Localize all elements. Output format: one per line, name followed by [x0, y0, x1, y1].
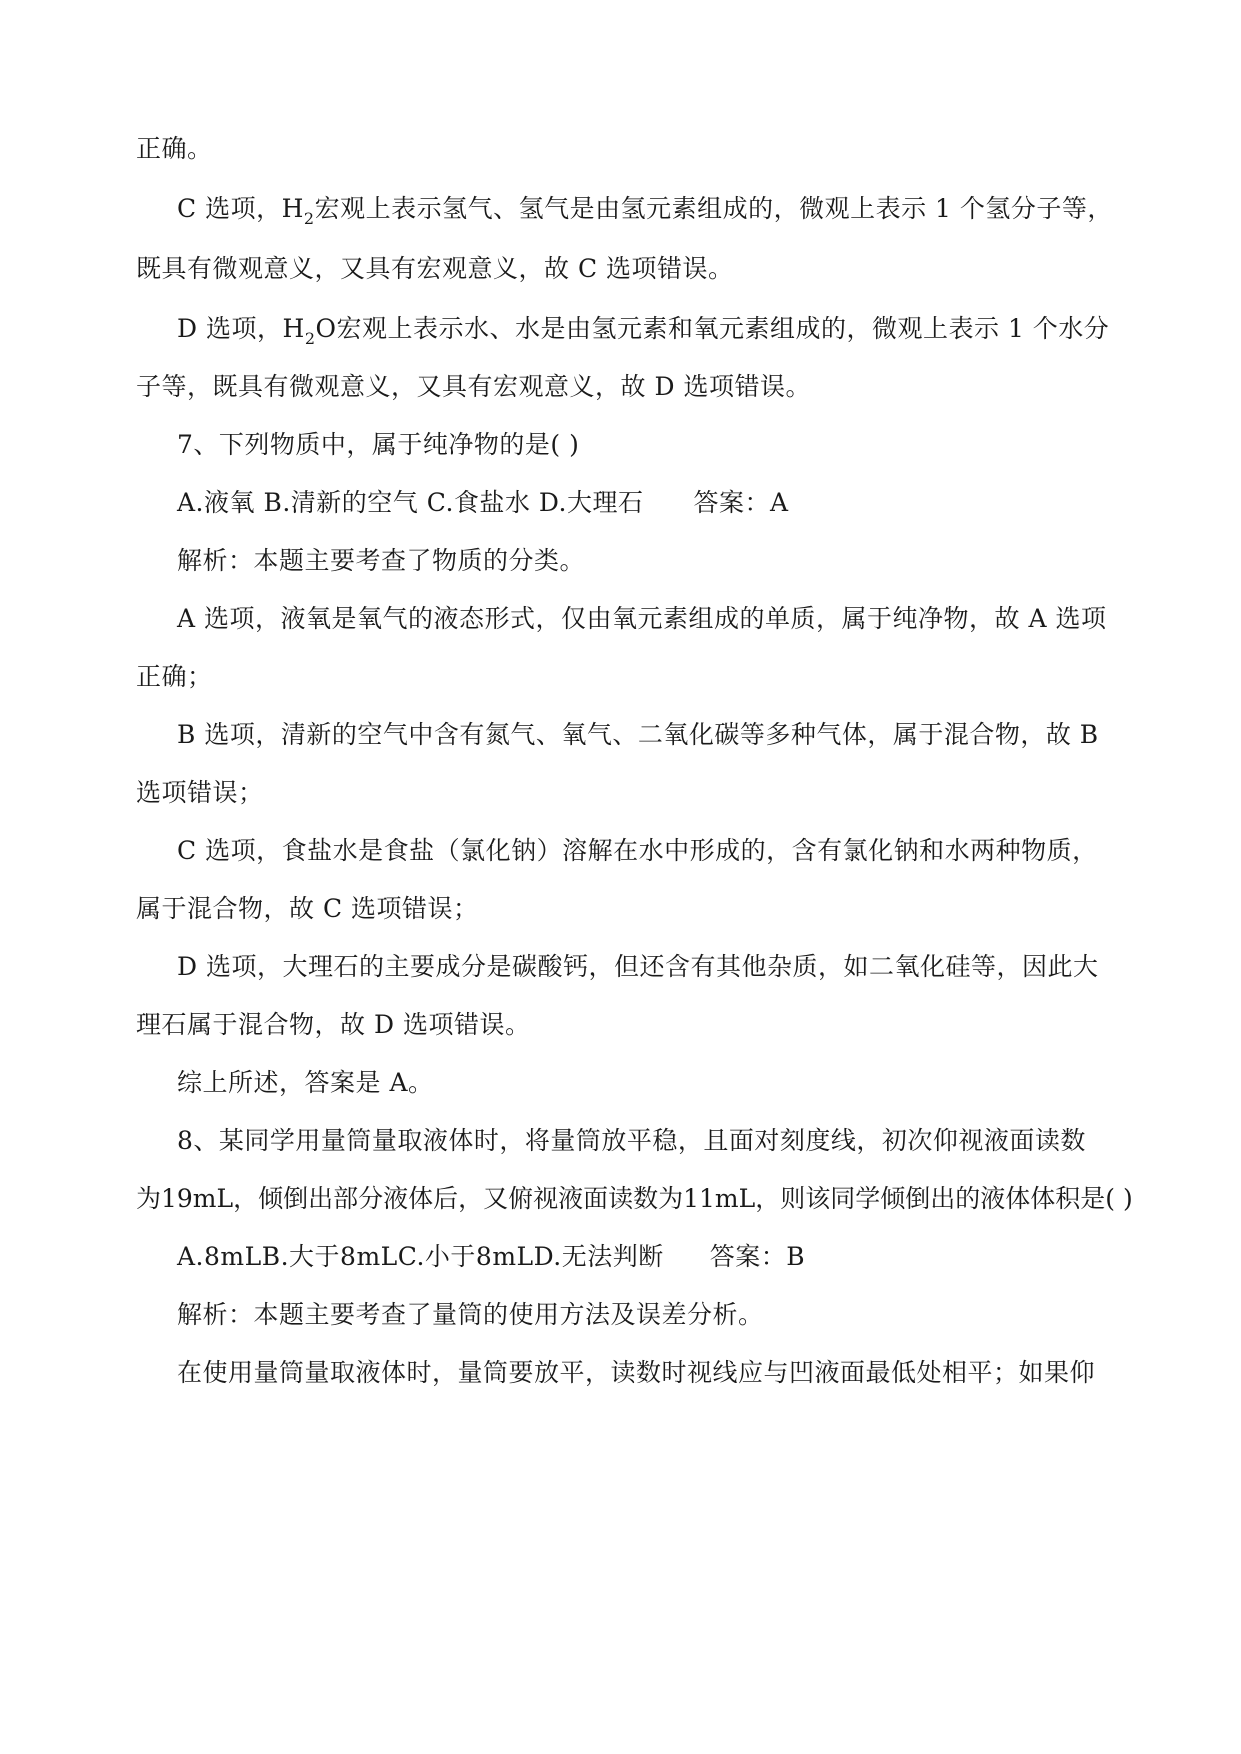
paragraph-line: 正确。 — [136, 134, 213, 163]
answer-label: 答案：B — [709, 1242, 806, 1271]
paragraph-line: 属于混合物，故 C 选项错误； — [136, 894, 479, 923]
paragraph-line: 理石属于混合物，故 D 选项错误。 — [136, 1010, 531, 1039]
analysis-intro: 解析：本题主要考查了量筒的使用方法及误差分析。 — [177, 1300, 764, 1329]
chemical-formula: $H_2$ — [282, 314, 316, 348]
question-7: 7、下列物质中，属于纯净物的是( ) — [177, 430, 580, 459]
question-8: 8、某同学用量筒量取液体时，将量筒放平稳，且面对刻度线，初次仰视液面读数 — [177, 1126, 1086, 1155]
paragraph-line: C 选项，$H_2$宏观上表示氢气、氢气是由氢元素组成的，微观上表示 1 个氢分子等， — [177, 194, 1113, 228]
answer-label: 答案：A — [693, 488, 789, 517]
paragraph-line: D 选项，$H_2O$宏观上表示水、水是由氢元素和氧元素组成的，微观上表示 1 个水分 — [177, 314, 1110, 348]
paragraph-line: 既具有微观意义，又具有宏观意义，故 C 选项错误。 — [136, 254, 734, 283]
summary-line: 综上所述，答案是 A。 — [177, 1068, 434, 1097]
paragraph-line: B 选项，清新的空气中含有氮气、氧气、二氧化碳等多种气体，属于混合物，故 B — [177, 720, 1099, 749]
paragraph-line: 在使用量筒量取液体时，量筒要放平，读数时视线应与凹液面最低处相平；如果仰 — [177, 1358, 1096, 1387]
analysis-intro: 解析：本题主要考查了物质的分类。 — [177, 546, 586, 575]
question-8-line-2: 为19mL，倾倒出部分液体后，又俯视液面读数为11mL，则该同学倾倒出的液体体积是( ) — [136, 1184, 1133, 1213]
paragraph-line: C 选项，食盐水是食盐（氯化钠）溶解在水中形成的，含有氯化钠和水两种物质， — [177, 836, 1098, 865]
paragraph-line: 选项错误； — [136, 778, 264, 807]
question-7-options: A.液氧 B.清新的空气 C.食盐水 D.大理石 答案：A — [177, 488, 789, 517]
paragraph-line: A 选项，液氧是氧气的液态形式，仅由氧元素组成的单质，属于纯净物，故 A 选项 — [177, 604, 1107, 633]
paragraph-line: 正确； — [136, 662, 213, 691]
chemical-formula: $H_2$ — [281, 194, 315, 228]
paragraph-line: D 选项，大理石的主要成分是碳酸钙，但还含有其他杂质，如二氧化硅等，因此大 — [177, 952, 1099, 981]
paragraph-line: 子等，既具有微观意义，又具有宏观意义，故 D 选项错误。 — [136, 372, 811, 401]
question-8-options: A.8mLB.大于8mLC.小于8mLD.无法判断 答案：B — [177, 1242, 806, 1271]
